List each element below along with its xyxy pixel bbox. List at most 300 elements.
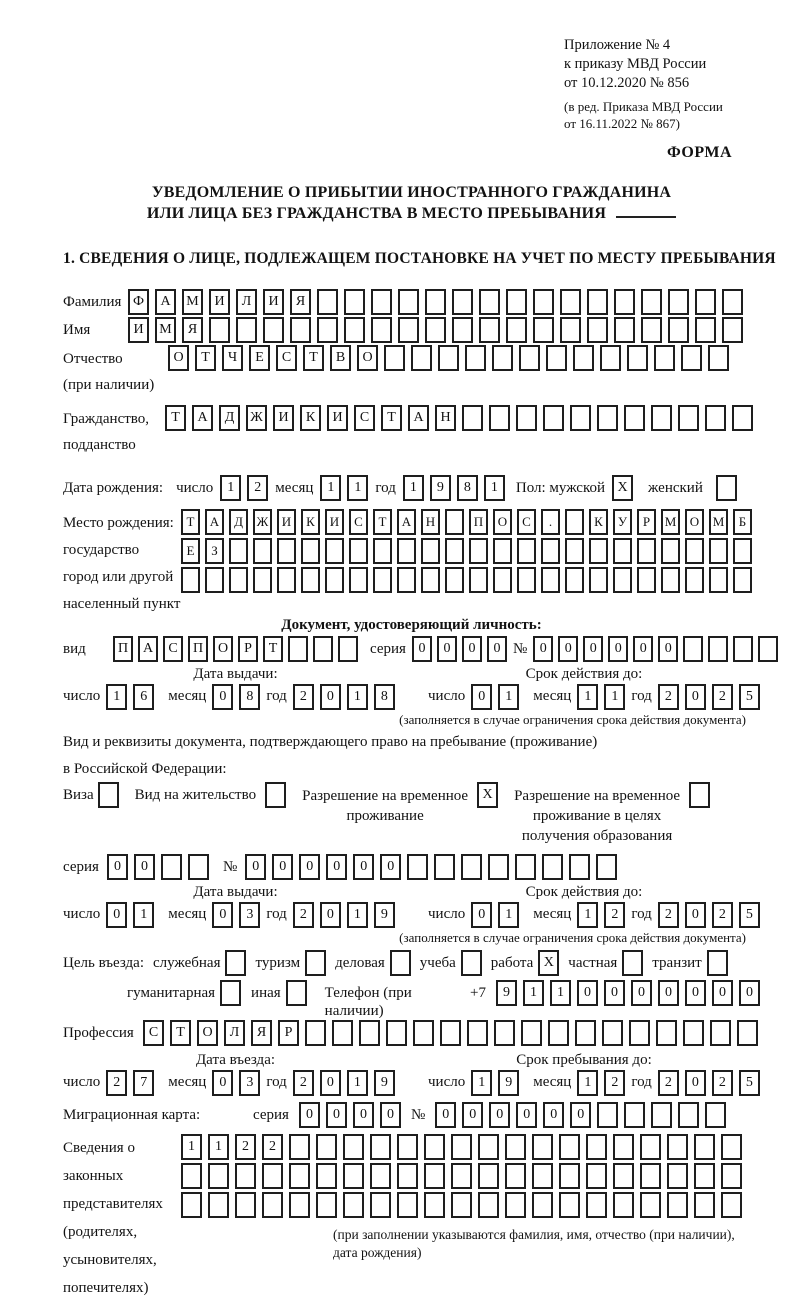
char-cell[interactable]: 1 bbox=[347, 684, 368, 710]
char-cell[interactable]: 0 bbox=[658, 636, 678, 662]
char-cell[interactable] bbox=[445, 567, 464, 593]
char-cell[interactable] bbox=[533, 289, 554, 315]
char-cell[interactable] bbox=[521, 1020, 542, 1046]
char-cell[interactable] bbox=[325, 567, 344, 593]
char-cell[interactable] bbox=[722, 289, 743, 315]
char-cell[interactable] bbox=[344, 317, 365, 343]
char-cell[interactable] bbox=[575, 1020, 596, 1046]
char-cell[interactable] bbox=[721, 1192, 742, 1218]
char-cell[interactable]: 9 bbox=[496, 980, 517, 1006]
char-cell[interactable]: 0 bbox=[299, 1102, 320, 1128]
char-cell[interactable] bbox=[596, 854, 617, 880]
char-cell[interactable] bbox=[208, 1192, 229, 1218]
char-cell[interactable]: 0 bbox=[462, 636, 482, 662]
char-cell[interactable] bbox=[613, 1192, 634, 1218]
char-cell[interactable] bbox=[469, 567, 488, 593]
char-cell[interactable]: 1 bbox=[181, 1134, 202, 1160]
char-cell[interactable]: О bbox=[357, 345, 378, 371]
char-cell[interactable] bbox=[235, 1192, 256, 1218]
char-cell[interactable] bbox=[386, 1020, 407, 1046]
char-cell[interactable] bbox=[565, 509, 584, 535]
char-cell[interactable]: И bbox=[325, 509, 344, 535]
char-cell[interactable] bbox=[542, 854, 563, 880]
char-cell[interactable]: Л bbox=[224, 1020, 245, 1046]
char-cell[interactable] bbox=[421, 538, 440, 564]
char-cell[interactable] bbox=[188, 854, 209, 880]
char-cell[interactable]: Р bbox=[637, 509, 656, 535]
char-cell[interactable] bbox=[589, 567, 608, 593]
char-cell[interactable] bbox=[413, 1020, 434, 1046]
char-cell[interactable] bbox=[533, 317, 554, 343]
char-cell[interactable] bbox=[661, 567, 680, 593]
char-cell[interactable]: 0 bbox=[380, 854, 401, 880]
char-cell[interactable] bbox=[253, 538, 272, 564]
char-cell[interactable] bbox=[469, 538, 488, 564]
char-cell[interactable] bbox=[629, 1020, 650, 1046]
char-cell[interactable] bbox=[548, 1020, 569, 1046]
char-cell[interactable]: 0 bbox=[326, 854, 347, 880]
char-cell[interactable]: 2 bbox=[658, 902, 679, 928]
char-cell[interactable] bbox=[373, 567, 392, 593]
char-cell[interactable] bbox=[708, 345, 729, 371]
char-cell[interactable] bbox=[332, 1020, 353, 1046]
char-cell[interactable] bbox=[263, 317, 284, 343]
char-cell[interactable] bbox=[390, 950, 411, 976]
char-cell[interactable] bbox=[262, 1163, 283, 1189]
char-cell[interactable]: 9 bbox=[374, 902, 395, 928]
char-cell[interactable]: 6 bbox=[133, 684, 154, 710]
char-cell[interactable] bbox=[289, 1163, 310, 1189]
char-cell[interactable]: Т bbox=[181, 509, 200, 535]
char-cell[interactable]: . bbox=[541, 509, 560, 535]
char-cell[interactable]: 3 bbox=[239, 1070, 260, 1096]
char-cell[interactable] bbox=[313, 636, 333, 662]
char-cell[interactable]: 1 bbox=[347, 1070, 368, 1096]
char-cell[interactable] bbox=[305, 1020, 326, 1046]
char-cell[interactable] bbox=[614, 317, 635, 343]
char-cell[interactable]: Т bbox=[381, 405, 402, 431]
char-cell[interactable] bbox=[317, 317, 338, 343]
char-cell[interactable]: 0 bbox=[739, 980, 760, 1006]
char-cell[interactable]: С bbox=[143, 1020, 164, 1046]
char-cell[interactable] bbox=[532, 1134, 553, 1160]
char-cell[interactable] bbox=[640, 1163, 661, 1189]
char-cell[interactable] bbox=[478, 1163, 499, 1189]
char-cell[interactable] bbox=[425, 317, 446, 343]
char-cell[interactable]: 2 bbox=[293, 684, 314, 710]
char-cell[interactable]: 0 bbox=[489, 1102, 510, 1128]
char-cell[interactable] bbox=[492, 345, 513, 371]
char-cell[interactable]: 2 bbox=[604, 902, 625, 928]
char-cell[interactable]: 0 bbox=[326, 1102, 347, 1128]
char-cell[interactable] bbox=[493, 538, 512, 564]
char-cell[interactable]: П bbox=[469, 509, 488, 535]
char-cell[interactable] bbox=[236, 317, 257, 343]
char-cell[interactable] bbox=[371, 289, 392, 315]
char-cell[interactable]: 2 bbox=[712, 902, 733, 928]
char-cell[interactable]: 0 bbox=[604, 980, 625, 1006]
char-cell[interactable] bbox=[637, 567, 656, 593]
char-cell[interactable]: 0 bbox=[412, 636, 432, 662]
char-cell[interactable] bbox=[586, 1163, 607, 1189]
char-cell[interactable] bbox=[451, 1134, 472, 1160]
char-cell[interactable] bbox=[451, 1163, 472, 1189]
char-cell[interactable] bbox=[597, 1102, 618, 1128]
char-cell[interactable] bbox=[397, 1163, 418, 1189]
char-cell[interactable] bbox=[733, 538, 752, 564]
char-cell[interactable] bbox=[667, 1192, 688, 1218]
char-cell[interactable]: И bbox=[128, 317, 149, 343]
char-cell[interactable] bbox=[705, 405, 726, 431]
char-cell[interactable] bbox=[316, 1134, 337, 1160]
char-cell[interactable] bbox=[407, 854, 428, 880]
char-cell[interactable]: М bbox=[661, 509, 680, 535]
char-cell[interactable]: 0 bbox=[608, 636, 628, 662]
char-cell[interactable]: 0 bbox=[212, 684, 233, 710]
char-cell[interactable] bbox=[286, 980, 307, 1006]
char-cell[interactable] bbox=[220, 980, 241, 1006]
char-cell[interactable] bbox=[370, 1192, 391, 1218]
char-cell[interactable]: 5 bbox=[739, 902, 760, 928]
char-cell[interactable] bbox=[678, 405, 699, 431]
char-cell[interactable] bbox=[685, 567, 704, 593]
char-cell[interactable]: Т bbox=[263, 636, 283, 662]
char-cell[interactable] bbox=[758, 636, 778, 662]
char-cell[interactable] bbox=[668, 289, 689, 315]
char-cell[interactable] bbox=[641, 289, 662, 315]
char-cell[interactable] bbox=[517, 538, 536, 564]
char-cell[interactable] bbox=[301, 538, 320, 564]
char-cell[interactable] bbox=[569, 854, 590, 880]
char-cell[interactable] bbox=[541, 538, 560, 564]
char-cell[interactable] bbox=[560, 317, 581, 343]
char-cell[interactable]: 1 bbox=[550, 980, 571, 1006]
char-cell[interactable] bbox=[425, 289, 446, 315]
char-cell[interactable] bbox=[225, 950, 246, 976]
char-cell[interactable] bbox=[478, 1192, 499, 1218]
char-cell[interactable] bbox=[505, 1192, 526, 1218]
char-cell[interactable]: Т bbox=[373, 509, 392, 535]
char-cell[interactable] bbox=[371, 317, 392, 343]
char-cell[interactable] bbox=[489, 405, 510, 431]
char-cell[interactable]: Т bbox=[165, 405, 186, 431]
char-cell[interactable] bbox=[317, 289, 338, 315]
char-cell[interactable] bbox=[733, 567, 752, 593]
char-cell[interactable]: 1 bbox=[577, 684, 598, 710]
char-cell[interactable]: 1 bbox=[498, 902, 519, 928]
char-cell[interactable]: П bbox=[113, 636, 133, 662]
char-cell[interactable] bbox=[398, 317, 419, 343]
char-cell[interactable] bbox=[421, 567, 440, 593]
char-cell[interactable] bbox=[565, 567, 584, 593]
char-cell[interactable] bbox=[397, 1192, 418, 1218]
char-cell[interactable]: Д bbox=[219, 405, 240, 431]
char-cell[interactable]: Т bbox=[303, 345, 324, 371]
char-cell[interactable] bbox=[624, 1102, 645, 1128]
char-cell[interactable] bbox=[181, 1163, 202, 1189]
char-cell[interactable] bbox=[587, 317, 608, 343]
char-cell[interactable] bbox=[316, 1163, 337, 1189]
char-cell[interactable]: Ф bbox=[128, 289, 149, 315]
char-cell[interactable]: С bbox=[354, 405, 375, 431]
char-cell[interactable] bbox=[651, 405, 672, 431]
char-cell[interactable]: 0 bbox=[320, 1070, 341, 1096]
char-cell[interactable]: И bbox=[209, 289, 230, 315]
char-cell[interactable] bbox=[373, 538, 392, 564]
char-cell[interactable]: 0 bbox=[471, 902, 492, 928]
char-cell[interactable]: О bbox=[168, 345, 189, 371]
char-cell[interactable] bbox=[519, 345, 540, 371]
char-cell[interactable] bbox=[181, 567, 200, 593]
char-cell[interactable] bbox=[602, 1020, 623, 1046]
char-cell[interactable]: 2 bbox=[712, 1070, 733, 1096]
char-cell[interactable] bbox=[678, 1102, 699, 1128]
char-cell[interactable] bbox=[370, 1163, 391, 1189]
char-cell[interactable] bbox=[493, 567, 512, 593]
char-cell[interactable]: У bbox=[613, 509, 632, 535]
char-cell[interactable] bbox=[479, 317, 500, 343]
char-cell[interactable] bbox=[732, 405, 753, 431]
char-cell[interactable]: X bbox=[612, 475, 633, 501]
char-cell[interactable]: 1 bbox=[320, 475, 341, 501]
char-cell[interactable]: 0 bbox=[380, 1102, 401, 1128]
char-cell[interactable] bbox=[424, 1192, 445, 1218]
char-cell[interactable] bbox=[478, 1134, 499, 1160]
char-cell[interactable]: А bbox=[408, 405, 429, 431]
char-cell[interactable]: 1 bbox=[484, 475, 505, 501]
char-cell[interactable]: И bbox=[327, 405, 348, 431]
char-cell[interactable] bbox=[343, 1163, 364, 1189]
char-cell[interactable] bbox=[505, 1163, 526, 1189]
char-cell[interactable] bbox=[627, 345, 648, 371]
char-cell[interactable] bbox=[343, 1192, 364, 1218]
char-cell[interactable] bbox=[586, 1192, 607, 1218]
char-cell[interactable] bbox=[301, 567, 320, 593]
char-cell[interactable] bbox=[488, 854, 509, 880]
char-cell[interactable]: 0 bbox=[299, 854, 320, 880]
char-cell[interactable]: 0 bbox=[106, 902, 127, 928]
char-cell[interactable]: 2 bbox=[658, 1070, 679, 1096]
char-cell[interactable] bbox=[424, 1134, 445, 1160]
char-cell[interactable] bbox=[589, 538, 608, 564]
char-cell[interactable] bbox=[587, 289, 608, 315]
char-cell[interactable]: 0 bbox=[583, 636, 603, 662]
char-cell[interactable]: 9 bbox=[498, 1070, 519, 1096]
char-cell[interactable] bbox=[265, 782, 286, 808]
char-cell[interactable]: 0 bbox=[631, 980, 652, 1006]
char-cell[interactable] bbox=[325, 538, 344, 564]
char-cell[interactable] bbox=[640, 1192, 661, 1218]
char-cell[interactable] bbox=[229, 538, 248, 564]
char-cell[interactable] bbox=[722, 317, 743, 343]
char-cell[interactable]: 5 bbox=[739, 1070, 760, 1096]
char-cell[interactable]: 0 bbox=[516, 1102, 537, 1128]
char-cell[interactable]: 0 bbox=[577, 980, 598, 1006]
char-cell[interactable] bbox=[515, 854, 536, 880]
char-cell[interactable] bbox=[305, 950, 326, 976]
char-cell[interactable]: И bbox=[277, 509, 296, 535]
char-cell[interactable] bbox=[737, 1020, 758, 1046]
char-cell[interactable]: И bbox=[263, 289, 284, 315]
char-cell[interactable] bbox=[613, 567, 632, 593]
char-cell[interactable]: Т bbox=[170, 1020, 191, 1046]
char-cell[interactable]: К bbox=[301, 509, 320, 535]
char-cell[interactable]: К bbox=[300, 405, 321, 431]
char-cell[interactable]: 5 bbox=[739, 684, 760, 710]
char-cell[interactable] bbox=[668, 317, 689, 343]
char-cell[interactable]: 1 bbox=[498, 684, 519, 710]
char-cell[interactable] bbox=[205, 567, 224, 593]
char-cell[interactable]: 0 bbox=[685, 684, 706, 710]
char-cell[interactable]: Е bbox=[181, 538, 200, 564]
char-cell[interactable] bbox=[613, 1163, 634, 1189]
char-cell[interactable] bbox=[438, 345, 459, 371]
char-cell[interactable]: 0 bbox=[320, 684, 341, 710]
char-cell[interactable] bbox=[560, 289, 581, 315]
char-cell[interactable]: 0 bbox=[487, 636, 507, 662]
char-cell[interactable]: Р bbox=[278, 1020, 299, 1046]
char-cell[interactable] bbox=[262, 1192, 283, 1218]
char-cell[interactable]: З bbox=[205, 538, 224, 564]
char-cell[interactable]: 1 bbox=[523, 980, 544, 1006]
char-cell[interactable] bbox=[506, 317, 527, 343]
char-cell[interactable] bbox=[461, 950, 482, 976]
char-cell[interactable] bbox=[681, 345, 702, 371]
char-cell[interactable] bbox=[667, 1134, 688, 1160]
char-cell[interactable]: 1 bbox=[133, 902, 154, 928]
char-cell[interactable]: 8 bbox=[457, 475, 478, 501]
char-cell[interactable]: 1 bbox=[106, 684, 127, 710]
char-cell[interactable] bbox=[709, 538, 728, 564]
char-cell[interactable]: 0 bbox=[107, 854, 128, 880]
char-cell[interactable] bbox=[565, 538, 584, 564]
char-cell[interactable]: М bbox=[155, 317, 176, 343]
char-cell[interactable]: 1 bbox=[347, 475, 368, 501]
char-cell[interactable] bbox=[479, 289, 500, 315]
char-cell[interactable] bbox=[694, 1192, 715, 1218]
char-cell[interactable] bbox=[622, 950, 643, 976]
char-cell[interactable]: 7 bbox=[133, 1070, 154, 1096]
char-cell[interactable] bbox=[695, 317, 716, 343]
char-cell[interactable]: 2 bbox=[604, 1070, 625, 1096]
char-cell[interactable]: Б bbox=[733, 509, 752, 535]
char-cell[interactable] bbox=[532, 1192, 553, 1218]
char-cell[interactable]: 2 bbox=[658, 684, 679, 710]
char-cell[interactable]: Я bbox=[182, 317, 203, 343]
char-cell[interactable]: 0 bbox=[134, 854, 155, 880]
char-cell[interactable] bbox=[253, 567, 272, 593]
char-cell[interactable] bbox=[517, 567, 536, 593]
char-cell[interactable]: С bbox=[276, 345, 297, 371]
char-cell[interactable] bbox=[161, 854, 182, 880]
char-cell[interactable]: О bbox=[197, 1020, 218, 1046]
char-cell[interactable]: Ж bbox=[253, 509, 272, 535]
char-cell[interactable]: Ч bbox=[222, 345, 243, 371]
char-cell[interactable] bbox=[654, 345, 675, 371]
char-cell[interactable] bbox=[708, 636, 728, 662]
char-cell[interactable] bbox=[641, 317, 662, 343]
char-cell[interactable]: С bbox=[517, 509, 536, 535]
char-cell[interactable]: 2 bbox=[262, 1134, 283, 1160]
char-cell[interactable] bbox=[721, 1134, 742, 1160]
char-cell[interactable] bbox=[397, 1134, 418, 1160]
char-cell[interactable] bbox=[277, 567, 296, 593]
char-cell[interactable] bbox=[689, 782, 710, 808]
char-cell[interactable] bbox=[344, 289, 365, 315]
char-cell[interactable]: 2 bbox=[106, 1070, 127, 1096]
char-cell[interactable]: 2 bbox=[235, 1134, 256, 1160]
char-cell[interactable] bbox=[559, 1192, 580, 1218]
char-cell[interactable]: 0 bbox=[543, 1102, 564, 1128]
char-cell[interactable] bbox=[600, 345, 621, 371]
char-cell[interactable]: О bbox=[493, 509, 512, 535]
char-cell[interactable] bbox=[707, 950, 728, 976]
char-cell[interactable] bbox=[685, 538, 704, 564]
char-cell[interactable]: X bbox=[538, 950, 559, 976]
char-cell[interactable] bbox=[451, 1192, 472, 1218]
char-cell[interactable]: Я bbox=[251, 1020, 272, 1046]
char-cell[interactable] bbox=[597, 405, 618, 431]
char-cell[interactable]: С bbox=[349, 509, 368, 535]
char-cell[interactable]: 0 bbox=[570, 1102, 591, 1128]
char-cell[interactable] bbox=[434, 854, 455, 880]
char-cell[interactable] bbox=[452, 317, 473, 343]
char-cell[interactable] bbox=[277, 538, 296, 564]
char-cell[interactable] bbox=[543, 405, 564, 431]
char-cell[interactable]: 0 bbox=[212, 1070, 233, 1096]
char-cell[interactable]: 2 bbox=[712, 684, 733, 710]
char-cell[interactable]: 1 bbox=[604, 684, 625, 710]
char-cell[interactable] bbox=[733, 636, 753, 662]
char-cell[interactable]: Н bbox=[435, 405, 456, 431]
char-cell[interactable]: Я bbox=[290, 289, 311, 315]
char-cell[interactable] bbox=[532, 1163, 553, 1189]
char-cell[interactable] bbox=[614, 289, 635, 315]
char-cell[interactable]: 0 bbox=[471, 684, 492, 710]
char-cell[interactable]: 2 bbox=[293, 902, 314, 928]
char-cell[interactable]: А bbox=[155, 289, 176, 315]
char-cell[interactable] bbox=[338, 636, 358, 662]
char-cell[interactable] bbox=[541, 567, 560, 593]
char-cell[interactable] bbox=[398, 289, 419, 315]
char-cell[interactable] bbox=[695, 289, 716, 315]
char-cell[interactable]: 1 bbox=[471, 1070, 492, 1096]
char-cell[interactable]: Е bbox=[249, 345, 270, 371]
char-cell[interactable] bbox=[570, 405, 591, 431]
char-cell[interactable] bbox=[640, 1134, 661, 1160]
char-cell[interactable] bbox=[467, 1020, 488, 1046]
char-cell[interactable] bbox=[411, 345, 432, 371]
char-cell[interactable] bbox=[559, 1163, 580, 1189]
char-cell[interactable] bbox=[516, 405, 537, 431]
char-cell[interactable]: 1 bbox=[577, 1070, 598, 1096]
char-cell[interactable]: А bbox=[192, 405, 213, 431]
char-cell[interactable] bbox=[505, 1134, 526, 1160]
char-cell[interactable]: 9 bbox=[374, 1070, 395, 1096]
char-cell[interactable] bbox=[637, 538, 656, 564]
char-cell[interactable] bbox=[494, 1020, 515, 1046]
char-cell[interactable]: 3 bbox=[239, 902, 260, 928]
char-cell[interactable] bbox=[397, 567, 416, 593]
char-cell[interactable] bbox=[445, 509, 464, 535]
char-cell[interactable] bbox=[98, 782, 119, 808]
char-cell[interactable]: 0 bbox=[353, 1102, 374, 1128]
char-cell[interactable] bbox=[349, 567, 368, 593]
char-cell[interactable] bbox=[721, 1163, 742, 1189]
char-cell[interactable] bbox=[506, 289, 527, 315]
char-cell[interactable]: 0 bbox=[437, 636, 457, 662]
char-cell[interactable]: Н bbox=[421, 509, 440, 535]
